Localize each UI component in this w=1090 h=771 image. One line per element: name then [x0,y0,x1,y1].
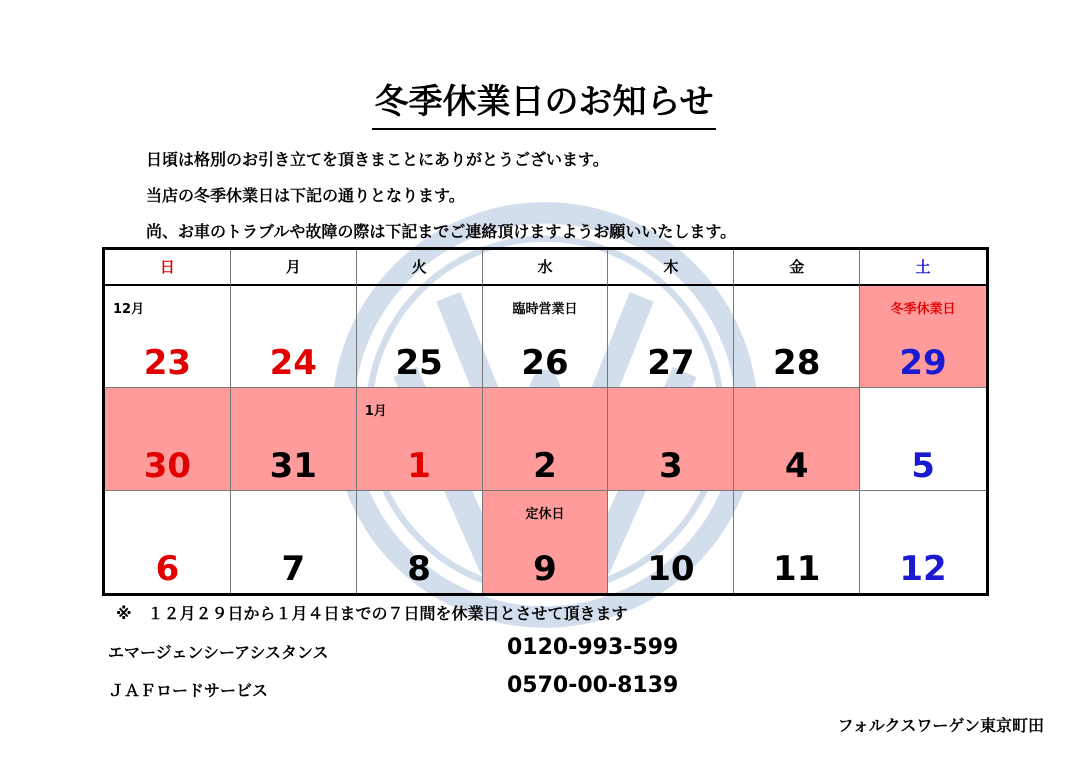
day-number: 8 [407,549,431,589]
greeting-text: 日頃は格別のお引き立てを頂きまことにありがとうございます。 [146,150,609,169]
day-number: 2 [533,445,557,486]
day-number: 1 [407,445,431,486]
calendar-day-cell [105,286,231,388]
calendar-day-cell [608,286,734,388]
holiday-period-note: ※ １２月２９日から１月４日までの７日間を休業日とさせて頂きます [116,604,628,623]
calendar-day-cell [860,286,986,388]
weekday-header: 木 [608,250,734,286]
weekday-header: 水 [483,250,609,286]
weekday-header: 日 [105,250,231,286]
calendar-day-cell [734,491,860,593]
day-number: 12 [899,549,947,589]
calendar-day-cell [483,491,609,593]
calendar-day-cell [357,388,483,490]
calendar-day-cell [231,491,357,593]
calendar-day-cell [105,388,231,490]
day-number: 4 [784,445,809,486]
day-number: 5 [911,445,935,486]
day-number: 10 [647,549,695,589]
calendar-day-cell [357,286,483,388]
day-note: 臨時営業日 [512,302,578,317]
day-number: 25 [395,343,443,384]
calendar-day-cell [483,286,609,388]
weekday-header: 土 [860,250,986,286]
holiday-intro-text: 当店の冬季休業日は下記の通りとなります。 [146,186,465,205]
day-number: 6 [155,549,180,589]
month-label: 1月 [364,404,387,420]
day-note: 定休日 [525,506,565,522]
emergency-assistance-label: エマージェンシーアシスタンス [108,643,329,662]
calendar-day-cell [860,388,986,490]
calendar-day-cell [483,388,609,490]
weekday-header: 月 [231,250,357,286]
jaf-road-service-phone[interactable]: 0570-00-8139 [507,673,679,698]
day-number: 26 [521,343,569,384]
calendar-day-cell [734,388,860,490]
day-number: 28 [773,343,821,384]
emergency-assistance-phone[interactable]: 0120-993-599 [507,635,679,660]
calendar-day-cell [231,388,357,490]
jaf-road-service-label: ＪＡＦロードサービス [108,681,269,700]
calendar-day-cell [608,491,734,593]
calendar-day-cell [860,491,986,593]
dealer-name: フォルクスワーゲン東京町田 [837,716,1044,735]
month-label: 12月 [113,302,145,317]
day-number: 30 [143,445,192,486]
day-number: 11 [773,549,821,589]
day-number: 24 [269,343,317,384]
day-number: 3 [659,445,683,486]
calendar-day-cell [105,491,231,593]
page-title: 冬季休業日のお知らせ [372,78,716,130]
calendar-day-cell [357,491,483,593]
day-number: 23 [143,343,192,384]
day-number: 7 [281,549,306,589]
calendar-day-cell [231,286,357,388]
day-number: 31 [269,445,317,486]
weekday-header: 金 [734,250,860,286]
calendar-day-cell [608,388,734,490]
contact-intro-text: 尚、お車のトラブルや故障の際は下記までご連絡頂けますようお願いいたします。 [146,222,737,241]
holiday-calendar [102,247,989,596]
calendar-day-cell [734,286,860,388]
weekday-header: 火 [357,250,483,286]
day-number: 29 [899,343,947,384]
day-number: 9 [533,549,557,589]
day-number: 27 [647,343,695,384]
day-note: 冬季休業日 [890,302,956,317]
